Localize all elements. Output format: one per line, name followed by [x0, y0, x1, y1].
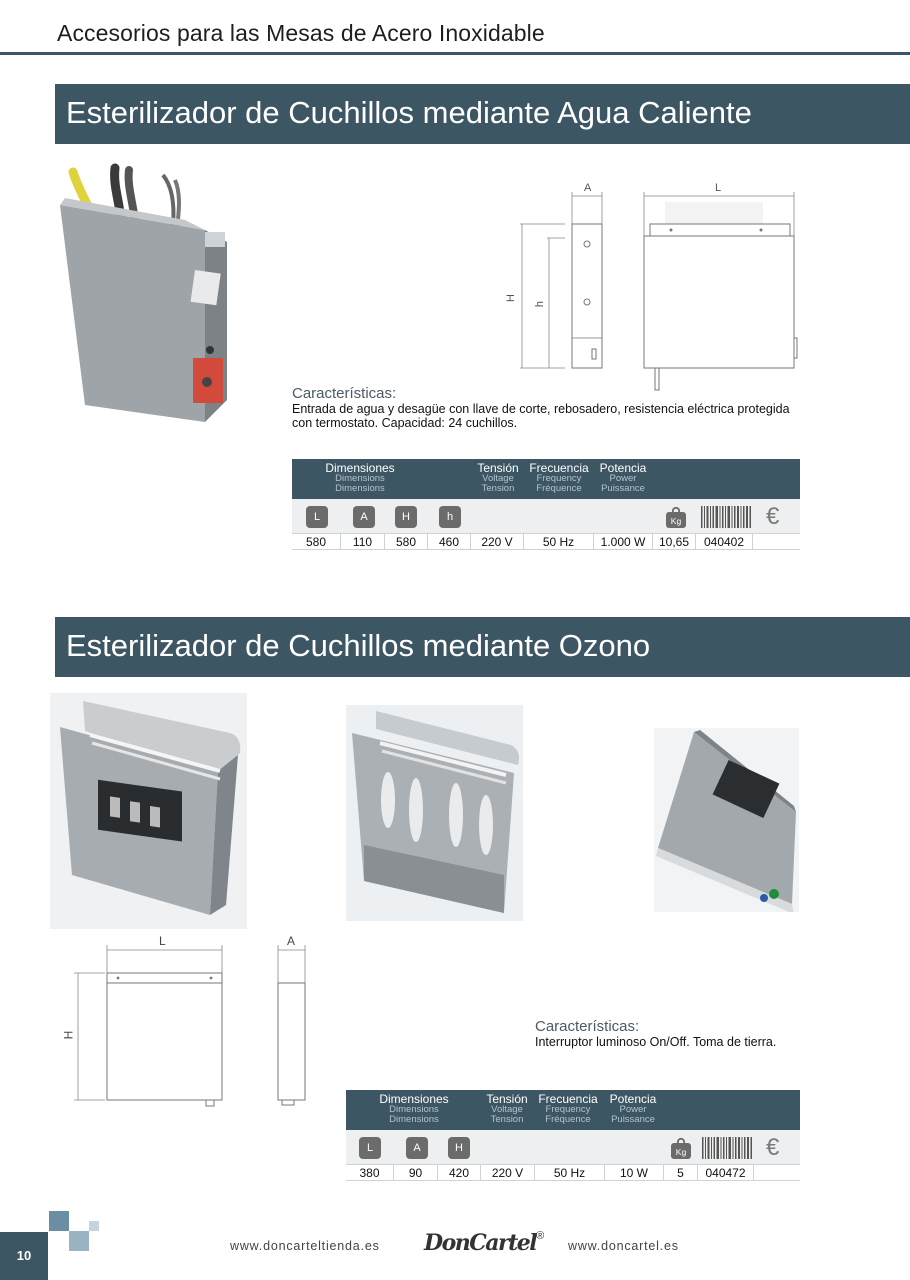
value-length: 580: [292, 534, 341, 550]
ozone-value-length: 380: [346, 1165, 394, 1181]
dimension-a-icon: A: [353, 506, 375, 528]
spec-table-hot-water: [292, 459, 800, 551]
characteristics-text: Entrada de agua y desagüe con llave de corte, rebosadero, resistencia eléctrica protegida con termostato. Capacidad: 24 cuchillos.: [292, 402, 790, 430]
dim-label-h-upper: H: [504, 294, 517, 302]
value-voltage: 220 V: [471, 534, 524, 550]
value-weight: 10,65: [653, 534, 696, 550]
ozone-sterilizer-photo-angled: [654, 728, 799, 912]
ozone-value-price: [754, 1165, 800, 1181]
ozone-spec-values-row: [346, 1164, 800, 1181]
page-number: 10: [0, 1232, 48, 1280]
header-frequency: Frecuencia Frequency Fréquence: [529, 461, 589, 494]
registered-mark: ®: [536, 1230, 545, 1242]
ozone-value-weight: 5: [664, 1165, 698, 1181]
value-width: 110: [341, 534, 385, 550]
dim-label-a: A: [584, 182, 592, 194]
logo-wordmark: DonCartel: [424, 1230, 537, 1256]
decorative-square-large: [49, 1211, 69, 1231]
ozone-sterilizer-photo-front: [50, 693, 247, 929]
header-divider: [0, 52, 910, 55]
ozone-sterilizer-photo-ozone: [346, 705, 523, 921]
ozone-value-frequency: 50 Hz: [535, 1165, 605, 1181]
value-frequency: 50 Hz: [524, 534, 594, 550]
characteristics-label: Características:: [292, 385, 397, 402]
ozone-header-voltage: Tensión Voltage Tension: [486, 1092, 528, 1125]
section-title-ozone: Esterilizador de Cuchillos mediante Ozono: [55, 617, 910, 677]
dim-label-h-lower: h: [534, 300, 547, 308]
ozone-euro-price-icon: €: [766, 1134, 780, 1161]
value-inner-height: 460: [428, 534, 471, 550]
decorative-square-medium: [69, 1231, 89, 1251]
header-voltage: Tensión Voltage Tension: [477, 461, 519, 494]
dimension-h-icon: H: [395, 506, 417, 528]
barcode-icon: [701, 506, 751, 528]
header-power: Potencia Power Puissance: [599, 461, 647, 494]
ozone-dimension-diagram: [60, 935, 320, 1110]
ozone-dimension-h-icon: H: [448, 1137, 470, 1159]
footer-link-store[interactable]: www.doncarteltienda.es: [230, 1239, 380, 1253]
ozone-dimension-l-icon: L: [359, 1137, 381, 1159]
ozone-value-power: 10 W: [605, 1165, 664, 1181]
hot-water-sterilizer-photo: [55, 160, 235, 430]
dimension-l-icon: L: [306, 506, 328, 528]
svg-text:Kg: Kg: [670, 516, 682, 526]
ozone-dim-label-l: L: [159, 934, 166, 948]
ozone-header-power: Potencia Power Puissance: [609, 1092, 657, 1125]
footer-link-main[interactable]: www.doncartel.es: [568, 1239, 679, 1253]
weight-kg-icon: [665, 506, 687, 528]
hot-water-dimension-diagram: [505, 180, 805, 395]
ozone-dimension-a-icon: A: [406, 1137, 428, 1159]
value-price: [753, 534, 800, 550]
ozone-value-width: 90: [394, 1165, 438, 1181]
dimension-small-h-icon: h: [439, 506, 461, 528]
spec-values-row: [292, 533, 800, 550]
ozone-header-dimensions: Dimensiones Dimensions Dimensions: [379, 1092, 449, 1125]
decorative-square-small: [89, 1221, 99, 1231]
euro-price-icon: €: [766, 503, 780, 530]
doncartel-logo: [424, 1230, 544, 1256]
ozone-value-voltage: 220 V: [481, 1165, 535, 1181]
ozone-weight-kg-icon: [670, 1137, 692, 1159]
ozone-dim-label-h: H: [61, 1030, 76, 1040]
ozone-value-height: 420: [438, 1165, 481, 1181]
ozone-barcode-icon: [702, 1137, 752, 1159]
ozone-characteristics-text: Interruptor luminoso On/Off. Toma de tierra.: [535, 1035, 777, 1049]
svg-text:Kg: Kg: [675, 1147, 687, 1157]
ozone-value-reference: 040472: [698, 1165, 754, 1181]
ozone-dim-label-a: A: [287, 934, 296, 948]
section-title-hot-water: Esterilizador de Cuchillos mediante Agua Caliente: [55, 84, 910, 144]
value-power: 1.000 W: [594, 534, 653, 550]
page-title: Accesorios para las Mesas de Acero Inoxidable: [57, 20, 545, 46]
value-height: 580: [385, 534, 428, 550]
value-reference: 040402: [696, 534, 753, 550]
header-dimensions: Dimensiones Dimensions Dimensions: [325, 461, 395, 494]
dim-label-l: L: [715, 182, 722, 194]
spec-table-ozone: [346, 1090, 800, 1182]
ozone-header-frequency: Frecuencia Frequency Fréquence: [538, 1092, 598, 1125]
ozone-characteristics-label: Características:: [535, 1018, 640, 1035]
